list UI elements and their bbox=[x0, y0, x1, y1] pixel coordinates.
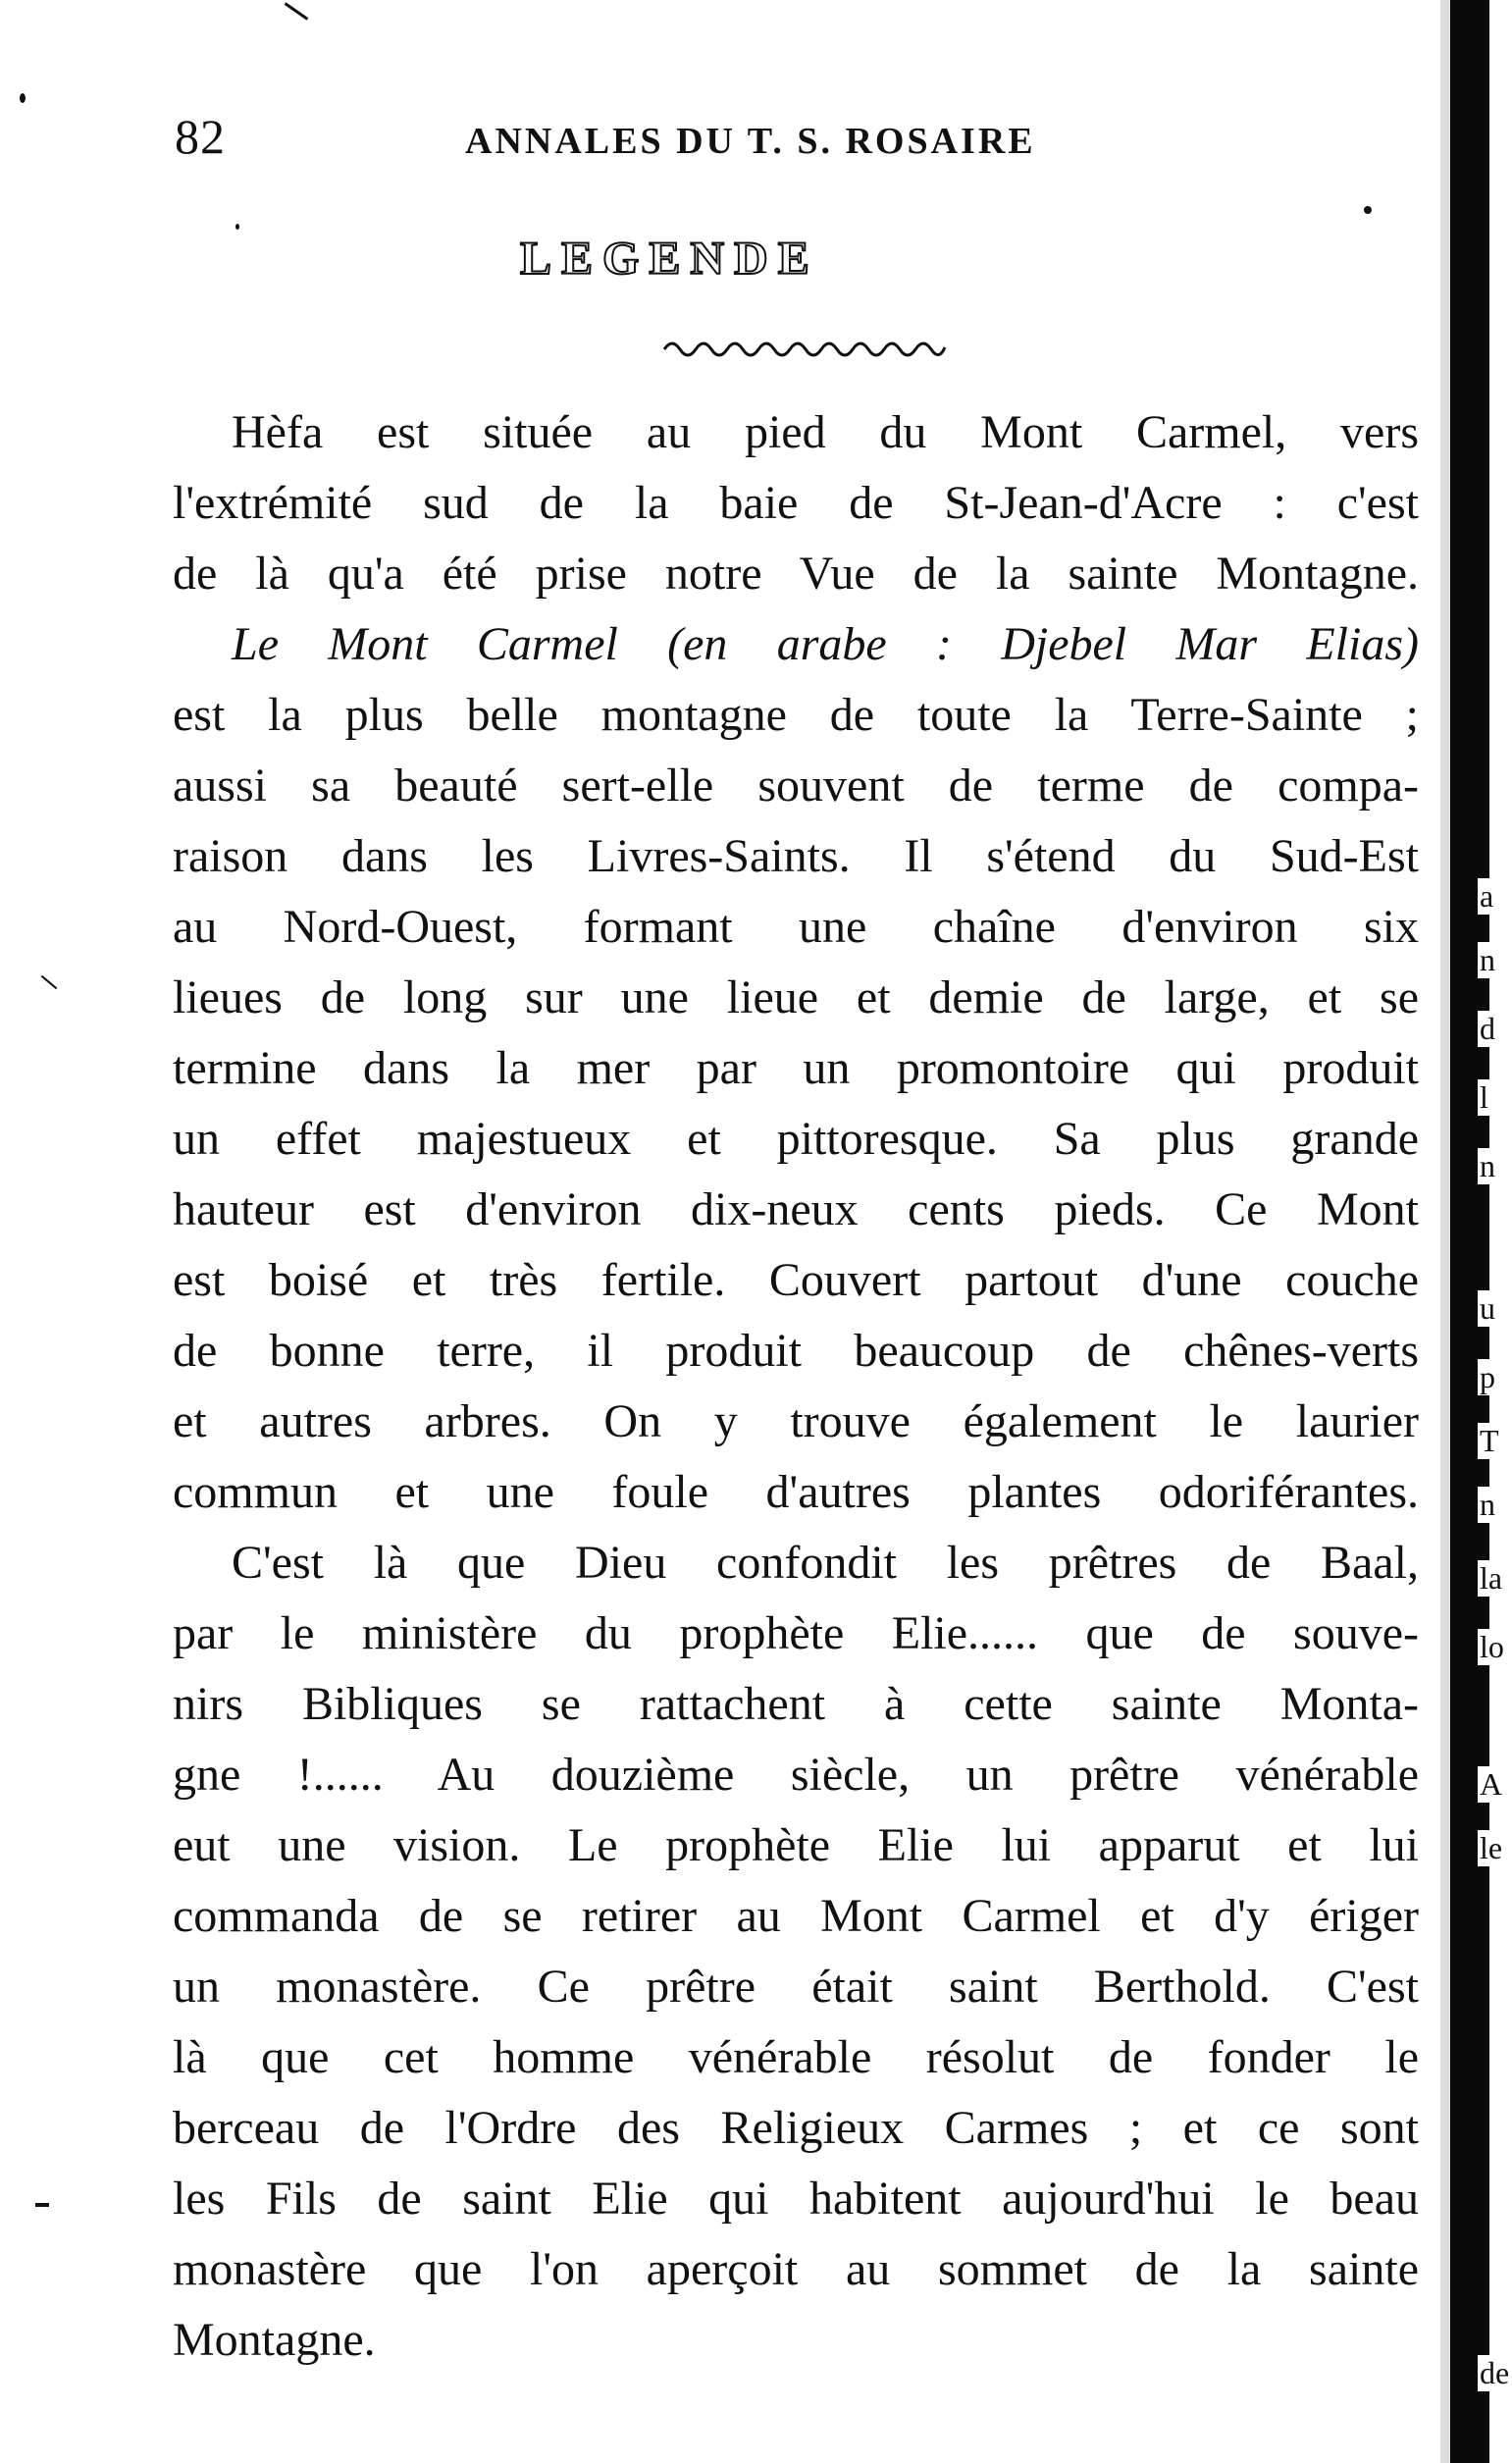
text-line: Hèfa est située au pied du Mont Carmel, vers bbox=[232, 406, 1419, 458]
gutter-letter: a bbox=[1480, 878, 1494, 914]
scan-speck bbox=[35, 2203, 49, 2207]
text-line: commun et une foule d'autres plantes odoriférantes. bbox=[173, 1466, 1419, 1518]
text-line: l'extrémité sud de la baie de St-Jean-d'Acre : c'est bbox=[173, 477, 1419, 529]
gutter-letter: n bbox=[1480, 942, 1495, 977]
text-line: là que cet homme vénérable résolut de fonder le bbox=[173, 2031, 1419, 2083]
gutter-letter: la bbox=[1480, 1560, 1503, 1596]
gutter-letter: n bbox=[1480, 1487, 1495, 1522]
text-line: monastère que l'on aperçoit au sommet de la sainte bbox=[173, 2243, 1419, 2295]
scan-speck bbox=[235, 224, 239, 230]
text-line: aussi sa beauté sert-elle souvent de terme de compa- bbox=[173, 760, 1419, 812]
text-line: est la plus belle montagne de toute la Terre-Sainte ; bbox=[173, 689, 1419, 741]
gutter-letter: l bbox=[1480, 1079, 1488, 1115]
binding-strip bbox=[1450, 0, 1489, 2463]
text-line: est boisé et très fertile. Couvert partout d'une couche bbox=[173, 1254, 1419, 1306]
gutter-letter: n bbox=[1480, 1148, 1495, 1183]
scan-speck bbox=[1364, 206, 1372, 214]
gutter-letter: A bbox=[1480, 1766, 1503, 1802]
text-line: par le ministère du prophète Elie...... que de souve- bbox=[173, 1607, 1419, 1659]
text-line: de là qu'a été prise notre Vue de la sainte Montagne. bbox=[173, 548, 1419, 600]
text-line: les Fils de saint Elie qui habitent aujourd'hui le beau bbox=[173, 2173, 1419, 2225]
gutter-letter: de bbox=[1480, 2355, 1510, 2390]
running-head: ANNALES DU T. S. ROSAIRE bbox=[465, 121, 1036, 162]
wavy-ornament bbox=[662, 336, 947, 357]
page-number: 82 bbox=[175, 109, 226, 164]
text-line: C'est là que Dieu confondit les prêtres de Baal, bbox=[232, 1537, 1419, 1589]
text-line: hauteur est d'environ dix-neux cents pieds. Ce Mont bbox=[173, 1183, 1419, 1235]
text-line: et autres arbres. On y trouve également le laurier bbox=[173, 1395, 1419, 1447]
gutter-letter: p bbox=[1480, 1359, 1495, 1394]
gutter-letter: d bbox=[1480, 1011, 1495, 1046]
text-line: berceau de l'Ordre des Religieux Carmes ; et ce sont bbox=[173, 2102, 1419, 2154]
text-line: commanda de se retirer au Mont Carmel et d'y ériger bbox=[173, 1890, 1419, 1942]
body-text bbox=[173, 397, 1419, 2376]
scan-speck bbox=[20, 93, 26, 103]
scan-speck bbox=[41, 975, 58, 989]
text-line: Le Mont Carmel (en arabe : Djebel Mar Elias) bbox=[232, 618, 1419, 670]
text-line: gne !...... Au douzième siècle, un prêtre vénérable bbox=[173, 1749, 1419, 1801]
text-line: eut une vision. Le prophète Elie lui apparut et lui bbox=[173, 1819, 1419, 1871]
gutter-letter: le bbox=[1480, 1830, 1503, 1865]
gutter-letter: u bbox=[1480, 1290, 1495, 1326]
text-line: lieues de long sur une lieue et demie de large, et se bbox=[173, 971, 1419, 1023]
text-line: un effet majestueux et pittoresque. Sa plus grande bbox=[173, 1113, 1419, 1165]
scan-speck bbox=[285, 2, 309, 21]
text-line: au Nord-Ouest, formant une chaîne d'environ six bbox=[173, 901, 1419, 953]
gutter-letter: T bbox=[1480, 1423, 1499, 1458]
text-line: un monastère. Ce prêtre était saint Berthold. C'est bbox=[173, 1961, 1419, 2013]
gutter-letter: lo bbox=[1480, 1629, 1504, 1664]
section-title: LEGENDE bbox=[520, 233, 819, 285]
text-line: de bonne terre, il produit beaucoup de chênes-verts bbox=[173, 1325, 1419, 1377]
text-line: Montagne. bbox=[173, 2314, 376, 2366]
text-line: termine dans la mer par un promontoire qui produit bbox=[173, 1042, 1419, 1094]
text-line: nirs Bibliques se rattachent à cette sainte Monta- bbox=[173, 1678, 1419, 1730]
text-line: raison dans les Livres-Saints. Il s'étend du Sud-Est bbox=[173, 830, 1419, 882]
